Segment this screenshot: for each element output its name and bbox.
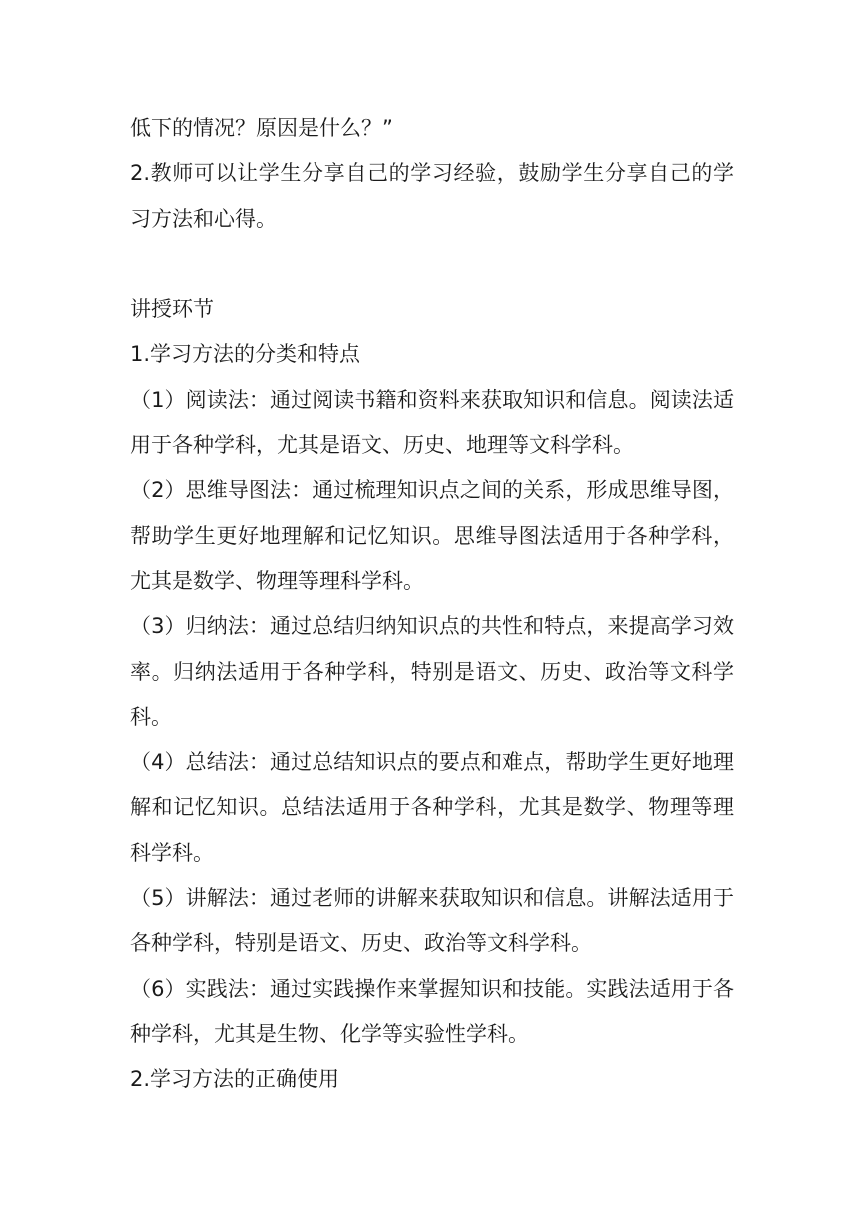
intro-continuation: 低下的情况？原因是什么？” <box>130 116 393 140</box>
method-reading: （1）阅读法：通过阅读书籍和资料来获取知识和信息。阅读法适用于各种学科，尤其是语文、历史、地理等文科学科。 <box>130 387 734 458</box>
subsection-1-title: 1.学习方法的分类和特点 <box>130 342 361 367</box>
intro-point-2: 2.教师可以让学生分享自己的学习经验，鼓励学生分享自己的学习方法和心得。 <box>130 161 734 231</box>
section-title: 讲授环节 <box>130 297 214 322</box>
method-lecture: （5）讲解法：通过老师的讲解来获取知识和信息。讲解法适用于各种学科，特别是语文、历史、政治等文科学科。 <box>130 886 734 956</box>
subsection-2-title: 2.学习方法的正确使用 <box>130 1067 340 1092</box>
method-induction: （3）归纳法：通过总结归纳知识点的共性和特点，来提高学习效率。归纳法适用于各种学科，特别是语文、历史、政治等文科学科。 <box>130 614 734 729</box>
blank-line <box>130 242 734 287</box>
method-mind-map: （2）思维导图法：通过梳理知识点之间的关系，形成思维导图，帮助学生更好地理解和记忆知识。思维导图法适用于各种学科，尤其是数学、物理等理科学科。 <box>130 478 734 593</box>
method-summary: （4）总结法：通过总结知识点的要点和难点，帮助学生更好地理解和记忆知识。总结法适用于各种学科，尤其是数学、物理等理科学科。 <box>130 750 734 865</box>
method-practice: （6）实践法：通过实践操作来掌握知识和技能。实践法适用于各种学科，尤其是生物、化学等实验性学科。 <box>130 976 734 1046</box>
document-body <box>130 106 734 1103</box>
